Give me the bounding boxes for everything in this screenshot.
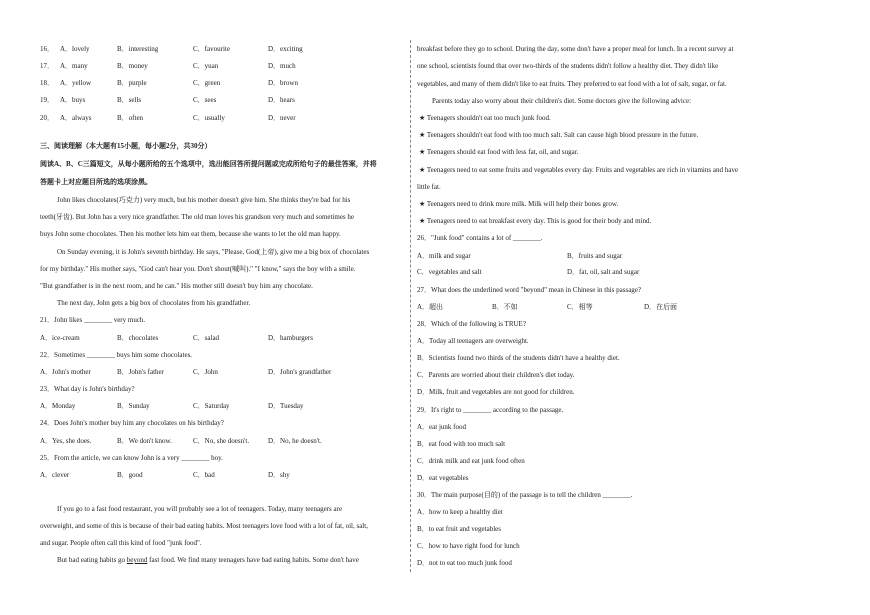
- q25-option-d: D．shy: [268, 471, 290, 479]
- column-divider: [410, 40, 411, 572]
- q23-option-b: B．Sunday: [117, 402, 150, 410]
- q17-option-a: A．many: [60, 62, 88, 70]
- q21-option-c: C．salad: [193, 334, 220, 342]
- advice-item: ★ Teenagers shouldn't eat food with too much salt. Salt can cause high blood pressure in the future.: [419, 131, 699, 139]
- q23-option-d: D．Tuesday: [268, 402, 304, 410]
- q27-option-b: B．不如: [492, 303, 518, 311]
- q19-option-b: B．sells: [117, 96, 142, 104]
- passage-b-text: But bad eating habits go: [57, 556, 127, 564]
- q26-option-b: B．fruits and sugar: [567, 252, 623, 260]
- passage-a-line: On Sunday evening, it is John's seventh birthday. He says, "Please, God(上帝), give me a big box of chocolates: [57, 248, 370, 256]
- q21-option-d: D．hamburgers: [268, 334, 313, 342]
- passage-b-text: fast food. We find many teenagers have bad eating habits. Some don't have: [147, 556, 359, 564]
- underlined-word-beyond: beyond: [126, 556, 148, 564]
- section-instructions-line1: 阅读A、B、C三篇短文，从每小题所给的五个选项中，选出能回答所提问题或完成所给句子的最佳答案，并将: [40, 160, 377, 168]
- passage-b-line: [57, 556, 359, 565]
- q17-number: 17．: [40, 62, 54, 70]
- section-instructions-line2: 答题卡上对应题目所选的选项涂黑。: [40, 178, 152, 186]
- q22-option-d: D．John's grandfather: [268, 368, 332, 376]
- q16-option-b: B．interesting: [117, 45, 159, 53]
- q22-option-a: A．John's mother: [40, 368, 91, 376]
- q22-option-c: C．John: [193, 368, 218, 376]
- passage-a-line: The next day, John gets a big box of chocolates from his grandfather.: [57, 299, 251, 307]
- q22-option-b: B．John's father: [117, 368, 164, 376]
- passage-b-line: Parents today also worry about their children's diet. Some doctors give the following advice:: [432, 97, 692, 105]
- section-title: 三、阅读理解（本大题有15小题，每小题2分，共30分）: [40, 142, 212, 150]
- passage-a-line: "But grandfather is in the next room, and he can." His mother still doesn't buy him any chocolate.: [40, 282, 313, 290]
- q20-number: 20．: [40, 114, 54, 122]
- left-column: [0, 0, 408, 615]
- q29-option-b: B．eat food with too much salt: [417, 440, 506, 448]
- q29-option-a: A．eat junk food: [417, 423, 466, 431]
- passage-b-line: and sugar. People often call this kind of food "junk food".: [40, 539, 202, 547]
- right-column: [415, 0, 870, 615]
- q24-option-d: D．No, he doesn't.: [268, 437, 322, 445]
- q18-option-c: C．green: [193, 79, 221, 87]
- q18-option-a: A．yellow: [60, 79, 92, 87]
- q27-option-c: C．相等: [567, 303, 593, 311]
- advice-item: ★ Teenagers need to drink more milk. Milk will help their bones grow.: [419, 200, 619, 208]
- q29-option-d: D．eat vegetables: [417, 474, 469, 482]
- q16-option-a: A．lovely: [60, 45, 90, 53]
- advice-item: ★ Teenagers should eat food with less fat, oil, and sugar.: [419, 148, 579, 156]
- q29-option-c: C．drink milk and eat junk food often: [417, 457, 525, 465]
- q21-stem: 21．John likes ________ very much.: [40, 316, 146, 324]
- q30-option-a: A．how to keep a healthy diet: [417, 508, 503, 516]
- q30-option-b: B．to eat fruit and vegetables: [417, 525, 501, 533]
- q17-option-b: B．money: [117, 62, 148, 70]
- q16-number: 16．: [40, 45, 54, 53]
- q24-stem: 24．Does John's mother buy him any chocolates on his birthday?: [40, 419, 224, 427]
- q25-stem: 25．From the article, we can know John is a very ________ boy.: [40, 454, 223, 462]
- q30-option-c: C．how to have right food for lunch: [417, 542, 520, 550]
- passage-b-line: If you go to a fast food restaurant, you will probably see a lot of teenagers. Today, many teenagers are: [57, 505, 343, 513]
- q26-stem: 26．"Junk food" contains a lot of ________.: [417, 234, 543, 242]
- passage-b-line: vegetables, and many of them didn't like to eat fruits. They preferred to eat food with a lot of salt, sugar, or fat.: [417, 80, 727, 88]
- passage-b-line: one school, scientists found that over two-thirds of the students didn't follow a healthy diet. They didn't like: [417, 62, 719, 70]
- q27-option-d: D．在后面: [644, 303, 678, 311]
- q20-option-c: C．usually: [193, 114, 225, 122]
- q25-option-b: B．good: [117, 471, 143, 479]
- q20-option-d: D．never: [268, 114, 296, 122]
- q17-option-d: D．much: [268, 62, 296, 70]
- q18-option-b: B．purple: [117, 79, 147, 87]
- q22-stem: 22．Sometimes ________ buys him some chocolates.: [40, 351, 193, 359]
- passage-b-line: breakfast before they go to school. During the day, some don't have a proper meal for lunch. In a recent survey at: [417, 45, 734, 53]
- passage-a-line: for my birthday." His mother says, "God can't hear you. Don't shout(喊叫)." "I know," says the boy with a smile.: [40, 265, 356, 273]
- q27-stem: 27．What does the underlined word "beyond" mean in Chinese in this passage?: [417, 286, 642, 294]
- q24-option-b: B．We don't know.: [117, 437, 172, 445]
- q30-option-d: D．not to eat too much junk food: [417, 559, 512, 567]
- q19-number: 19．: [40, 96, 54, 104]
- q28-option-a: A．Today all teenagers are overweight.: [417, 337, 529, 345]
- q17-option-c: C．yuan: [193, 62, 219, 70]
- q19-option-c: C．sees: [193, 96, 217, 104]
- advice-item: ★ Teenagers need to eat some fruits and vegetables every day. Fruits and vegetables are rich in vitamins and have: [419, 166, 738, 174]
- q18-option-d: D．brown: [268, 79, 298, 87]
- q25-option-a: A．clever: [40, 471, 70, 479]
- q28-stem: 28．Which of the following is TRUE?: [417, 320, 526, 328]
- q28-option-d: D．Milk, fruit and vegetables are not good for children.: [417, 388, 575, 396]
- passage-a-line: buys John some chocolates. Then his mother lets him eat them, because she wants to let the old man happy.: [40, 230, 341, 238]
- q24-option-a: A．Yes, she does.: [40, 437, 92, 445]
- q16-option-d: D．exciting: [268, 45, 303, 53]
- q26-option-a: A．milk and sugar: [417, 252, 471, 260]
- passage-a-line: John likes chocolates(巧克力) very much, but his mother doesn't give him. She thinks they're bad for his: [57, 196, 351, 204]
- passage-b-line: overweight, and some of this is because of their bad eating habits. Most teenagers love food with a lot of fat, oil, salt,: [40, 522, 368, 530]
- q28-option-b: B．Scientists found two thirds of the students didn't have a healthy diet.: [417, 354, 620, 362]
- q18-number: 18．: [40, 79, 54, 87]
- q19-option-d: D．hears: [268, 96, 295, 104]
- q26-option-c: C．vegetables and salt: [417, 268, 482, 276]
- q16-option-c: C．favourite: [193, 45, 230, 53]
- q19-option-a: A．buys: [60, 96, 86, 104]
- advice-item-continued: little fat.: [417, 183, 441, 191]
- q21-option-a: A．ice-cream: [40, 334, 80, 342]
- q21-option-b: B．chocolates: [117, 334, 159, 342]
- q28-option-c: C．Parents are worried about their children's diet today.: [417, 371, 575, 379]
- q20-option-b: B．often: [117, 114, 144, 122]
- q27-option-a: A．超出: [417, 303, 444, 311]
- q20-option-a: A．always: [60, 114, 92, 122]
- q29-stem: 29．It's right to ________ according to the passage.: [417, 406, 564, 414]
- q23-option-c: C．Saturday: [193, 402, 230, 410]
- passage-a-line: teeth(牙齿). But John has a very nice grandfather. The old man loves his grandson very much and sometimes he: [40, 213, 355, 221]
- q23-option-a: A．Monday: [40, 402, 76, 410]
- q23-stem: 23．What day is John's birthday?: [40, 385, 135, 393]
- q30-stem: 30．The main purpose(目的) of the passage is to tell the children ________.: [417, 491, 633, 499]
- advice-item: ★ Teenagers shouldn't eat too much junk food.: [419, 114, 551, 122]
- q24-option-c: C．No, she doesn't.: [193, 437, 250, 445]
- q25-option-c: C．bad: [193, 471, 215, 479]
- q26-option-d: D．fat, oil, salt and sugar: [567, 268, 640, 276]
- advice-item: ★ Teenagers need to eat breakfast every day. This is good for their body and mind.: [419, 217, 652, 225]
